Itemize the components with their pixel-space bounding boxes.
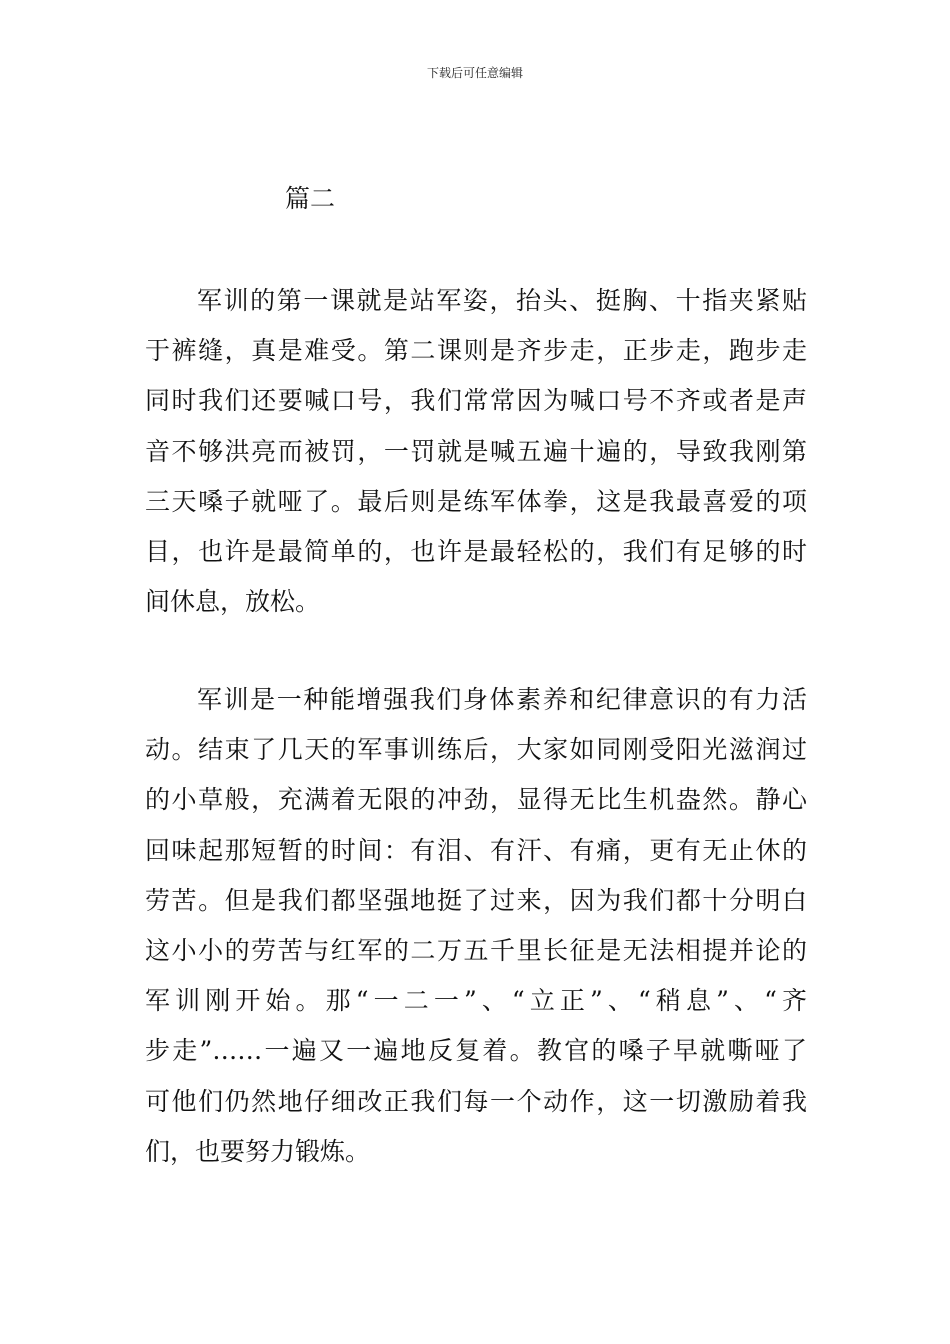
paragraph-line: 军训刚开始。那“一二一”、“立正”、“稍息”、“齐 xyxy=(145,986,807,1016)
paragraph-line: 军训是一种能增强我们身体素养和纪律意识的有力活 xyxy=(197,685,807,714)
paragraph-2 xyxy=(145,675,807,1177)
paragraph-line: 目，也许是最简单的，也许是最轻松的，我们有足够的时 xyxy=(145,536,807,566)
paragraph-1 xyxy=(145,276,807,627)
paragraph-line: 劳苦。但是我们都坚强地挺了过来，因为我们都十分明白 xyxy=(145,885,807,915)
paragraph-line: 同时我们还要喊口号，我们常常因为喊口号不齐或者是声 xyxy=(145,386,807,416)
paragraph-line: 步走”……一遍又一遍地反复着。教官的嗓子早就嘶哑了 xyxy=(145,1036,807,1066)
paragraph-line: 三天嗓子就哑了。最后则是练军体拳，这是我最喜爱的项 xyxy=(145,486,807,516)
paragraph-line: 间休息，放松。 xyxy=(145,587,321,617)
paragraph-line: 军训的第一课就是站军姿，抬头、挺胸、十指夹紧贴 xyxy=(197,286,807,315)
paragraph-line: 动。结束了几天的军事训练后，大家如同刚受阳光滋润过 xyxy=(145,735,807,765)
paragraph-line: 音不够洪亮而被罚，一罚就是喊五遍十遍的，导致我刚第 xyxy=(145,436,807,466)
paragraph-line: 的小草般，充满着无限的冲劲，显得无比生机盎然。静心 xyxy=(145,785,807,815)
section-title: 篇二 xyxy=(285,184,336,213)
page-header: 下载后可任意编辑 xyxy=(426,66,523,80)
paragraph-line: 于裤缝，真是难受。第二课则是齐步走，正步走，跑步走 xyxy=(145,336,807,366)
paragraph-line: 回味起那短暂的时间：有泪、有汗、有痛，更有无止休的 xyxy=(145,835,807,865)
paragraph-line: 这小小的劳苦与红军的二万五千里长征是无法相提并论的 xyxy=(145,935,807,965)
paragraph-line: 们，也要努力锻炼。 xyxy=(145,1136,371,1166)
paragraph-line: 可他们仍然地仔细改正我们每一个动作，这一切激励着我 xyxy=(145,1086,807,1116)
